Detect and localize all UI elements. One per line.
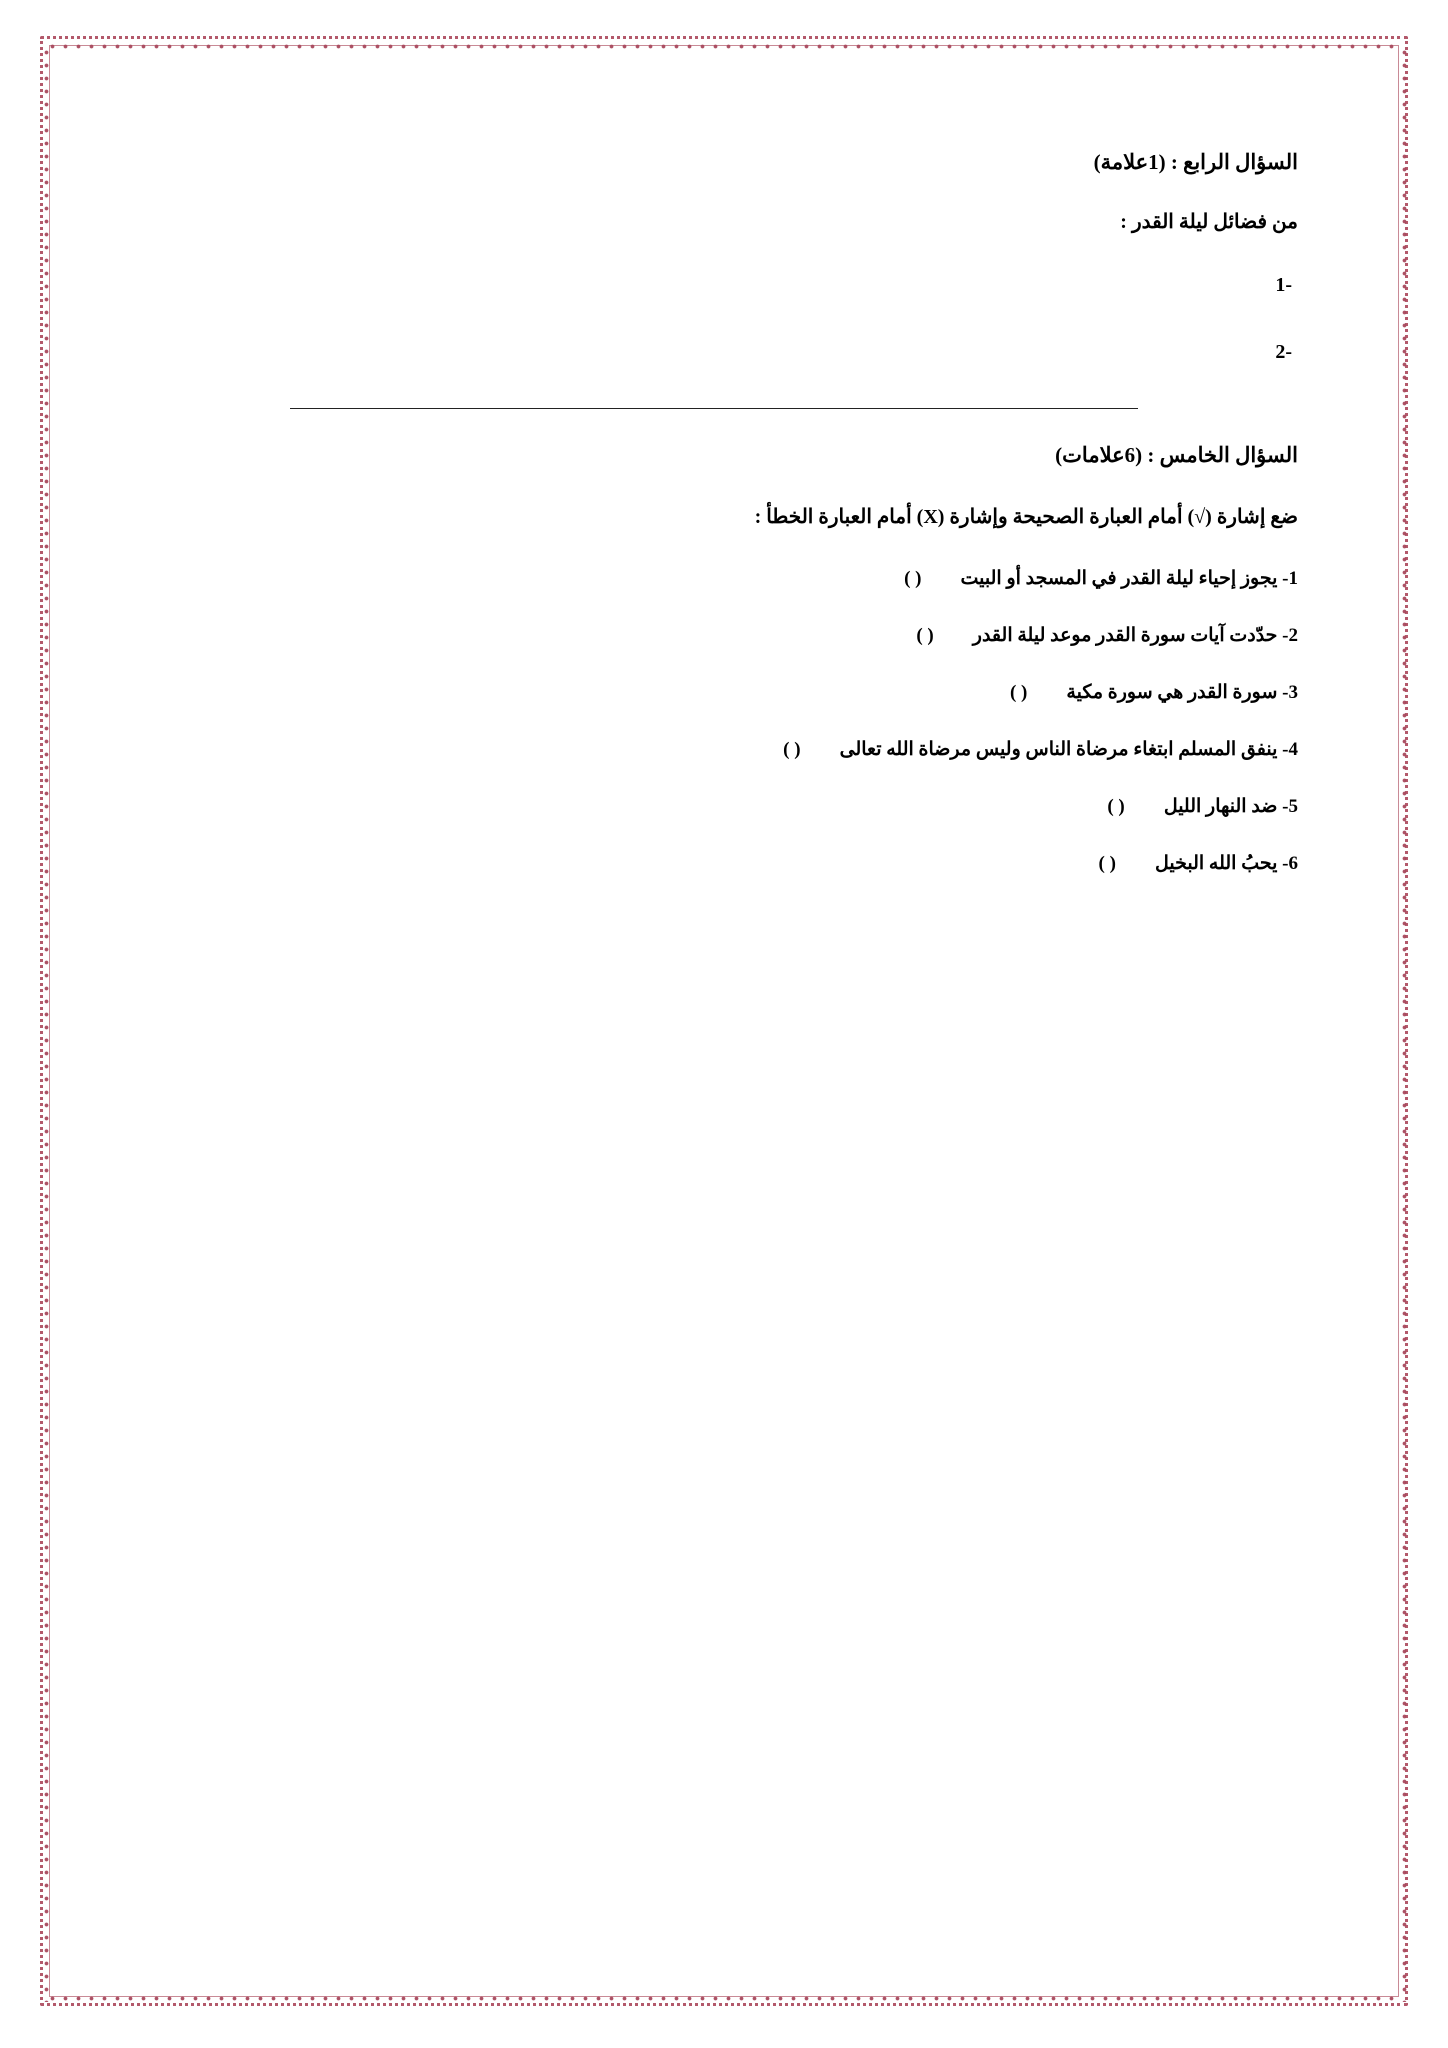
list-item xyxy=(150,738,1298,761)
border-ornament-bottom xyxy=(46,1990,1402,2004)
question-5-block xyxy=(150,443,1298,875)
statement-text: 2- حدّدت آيات سورة القدر موعد ليلة القدر xyxy=(972,625,1298,646)
list-item xyxy=(150,624,1298,647)
section-divider xyxy=(290,408,1138,409)
statement-text: 1- يجوز إحياء ليلة القدر في المسجد أو البيت xyxy=(960,568,1298,589)
question-4-block xyxy=(150,150,1298,364)
border-ornament-top xyxy=(46,38,1402,52)
page-content xyxy=(150,150,1298,909)
question-4-heading: السؤال الرابع : (1علامة) xyxy=(1093,150,1298,174)
true-false-list xyxy=(150,567,1298,875)
answer-box[interactable]: ( ) xyxy=(1098,853,1116,874)
statement-text: 3- سورة القدر هي سورة مكية xyxy=(1066,682,1298,703)
statement-text: 4- ينفق المسلم ابتغاء مرضاة الناس وليس مرضاة الله تعالى xyxy=(839,739,1298,760)
answer-box[interactable]: ( ) xyxy=(904,568,922,589)
answer-box[interactable]: ( ) xyxy=(783,739,801,760)
border-ornament-right xyxy=(1396,46,1410,2002)
border-ornament-left xyxy=(38,46,52,2002)
question-5-instruction: ضع إشارة (√) أمام العبارة الصحيحة وإشارة (X) أمام العبارة الخطأ : xyxy=(754,506,1298,528)
list-item xyxy=(150,795,1298,818)
answer-box[interactable]: ( ) xyxy=(916,625,934,646)
answer-box[interactable]: ( ) xyxy=(1009,682,1028,703)
statement-text: 6- يحبُ الله البخيل xyxy=(1154,853,1298,874)
statement-text: 5- ضد النهار الليل xyxy=(1163,796,1298,817)
question-5-heading: السؤال الخامس : (6علامات) xyxy=(1055,443,1298,467)
section-divider-wrap xyxy=(150,408,1298,409)
question-4-blank-2: -2 xyxy=(1275,341,1292,363)
list-item xyxy=(150,681,1298,704)
list-item xyxy=(150,852,1298,875)
question-4-prompt: من فضائل ليلة القدر : xyxy=(1120,211,1298,233)
list-item xyxy=(150,567,1298,590)
answer-box[interactable]: ( ) xyxy=(1107,796,1125,817)
question-4-blank-1: -1 xyxy=(1275,274,1292,296)
